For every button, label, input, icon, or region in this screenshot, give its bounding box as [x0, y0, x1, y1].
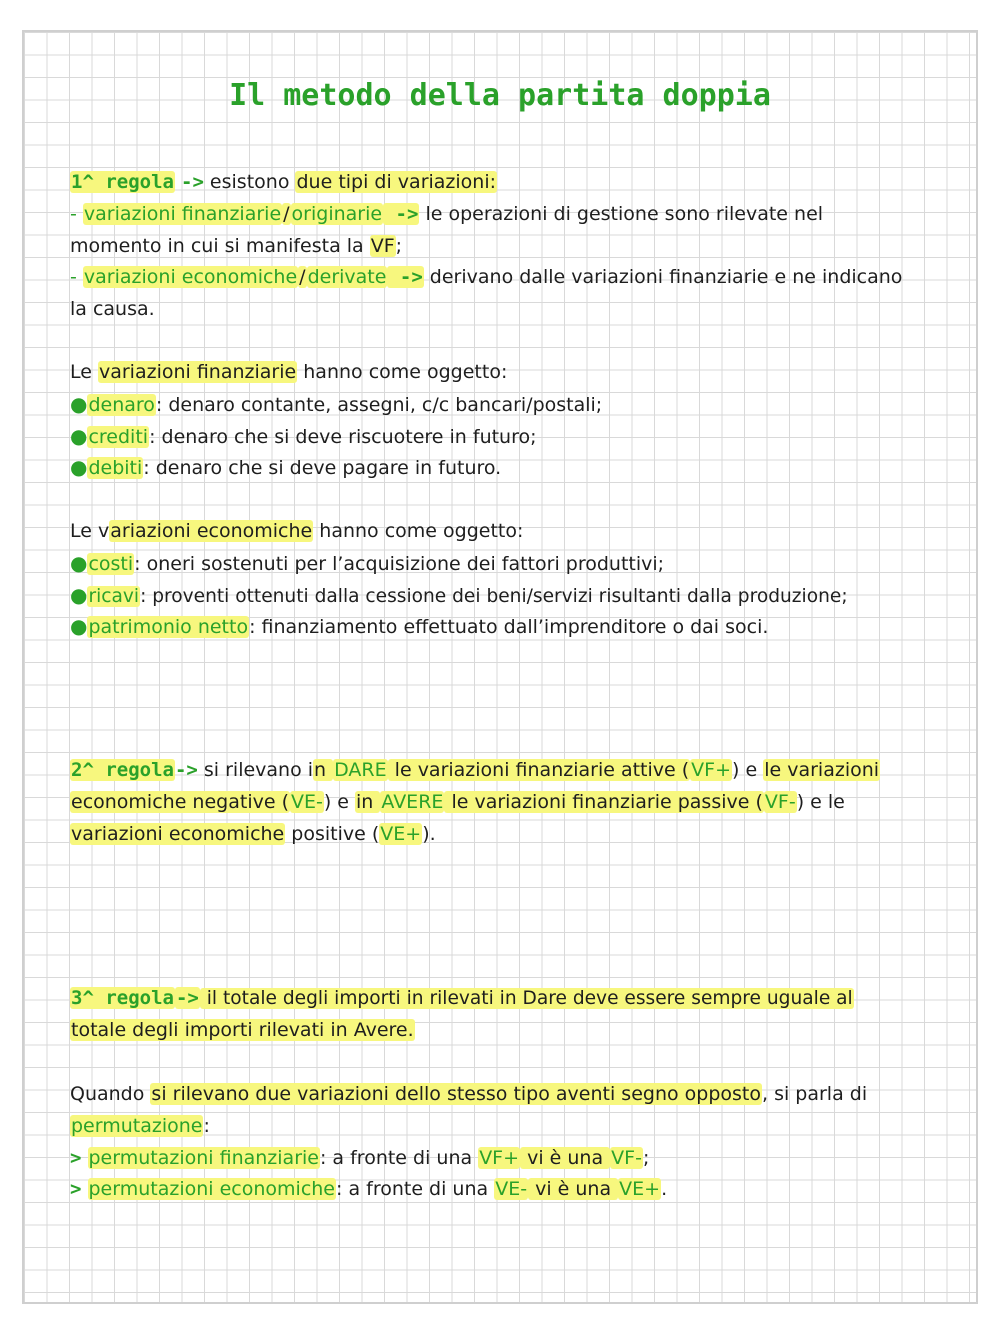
bullet-icon: ●	[70, 550, 88, 575]
term-variazioni-finanziarie: variazioni finanziarie	[83, 202, 282, 225]
page-title: Il metodo della partita doppia	[229, 78, 771, 113]
punctuation: ;	[395, 234, 403, 257]
rule-3-highlight: totale degli importi rilevati in Avere.	[71, 1018, 414, 1041]
list-item	[70, 1143, 955, 1175]
rule-2-text: positive (	[285, 822, 380, 845]
term-vf-plus: VF+	[691, 759, 732, 781]
term-vf-minus: VF-	[764, 790, 796, 813]
item-text: : denaro contante, assegni, c/c bancari/postali;	[155, 393, 603, 416]
bullet-icon: ●	[70, 614, 88, 639]
rule-2-text: ) e le	[796, 790, 845, 813]
item-text: : proventi ottenuti dalla cessione dei beni/servizi risultanti dalla produzione;	[140, 585, 848, 607]
item-highlight: vi è una	[521, 1146, 610, 1169]
list-item	[70, 611, 955, 643]
arrow: ->	[384, 202, 419, 225]
rule-3-line-2	[70, 1015, 955, 1047]
rule-1-item-finanziarie	[70, 199, 955, 231]
rule-2-section	[70, 755, 955, 850]
rule-1-heading	[70, 167, 955, 199]
item-text: le operazioni di gestione sono rilevate nel	[419, 202, 824, 225]
item-text: : a fronte di una	[319, 1146, 479, 1169]
term-ve-minus: VE-	[290, 790, 323, 813]
intro-text: hanno come oggetto:	[297, 361, 508, 383]
chevron-right-icon: >	[70, 1146, 82, 1169]
rule-2-highlight: n	[314, 759, 333, 781]
rule-2-text: ).	[422, 822, 436, 845]
bullet-icon: ●	[70, 391, 88, 416]
intro-text: hanno come oggetto:	[313, 520, 524, 542]
bullet-icon: ●	[70, 455, 88, 480]
bullet-icon: ●	[70, 423, 88, 448]
item-text: : denaro che si deve pagare in futuro.	[143, 457, 502, 480]
term: VE+	[619, 1178, 661, 1201]
intro-text: Le	[70, 361, 98, 383]
item-text: : denaro che si deve riscuotere in futuro;	[149, 425, 537, 448]
intro-text: Quando	[70, 1083, 151, 1105]
item-text: momento in cui si manifesta la	[70, 234, 370, 257]
rule-2-highlight: le variazioni finanziarie passive (	[445, 790, 763, 813]
economiche-intro	[70, 516, 955, 548]
rule-2-line-2	[70, 787, 955, 819]
term: VE-	[495, 1178, 528, 1201]
finanziarie-intro	[70, 357, 955, 389]
rule-3-line-1	[70, 983, 955, 1015]
term: ricavi	[88, 585, 140, 607]
list-item	[70, 421, 955, 453]
dash-marker: -	[70, 202, 83, 225]
rule-1-item-finanziarie-cont	[70, 231, 955, 263]
term-ve-plus: VE+	[380, 822, 422, 845]
list-item	[70, 548, 955, 580]
term-originarie: originarie	[291, 202, 383, 225]
list-item	[70, 452, 955, 484]
rule-2-text: si rilevano i	[197, 759, 314, 781]
rule-1-item-economiche-cont	[70, 294, 955, 326]
punctuation: :	[203, 1114, 210, 1137]
term: permutazioni economiche	[88, 1178, 335, 1201]
intro-highlight: si rilevano due variazioni dello stesso tipo aventi segno opposto	[151, 1083, 761, 1105]
item-highlight: vi è una	[529, 1178, 618, 1201]
rule-2-highlight: variazioni economiche	[71, 822, 285, 845]
term-derivate: derivate	[307, 266, 387, 289]
rule-3-section	[70, 983, 955, 1047]
dash-marker: -	[70, 266, 83, 289]
permutazione-intro	[70, 1079, 955, 1111]
rule-3-label: 3^ regola	[71, 987, 174, 1009]
list-item	[70, 1174, 955, 1206]
rule-3-highlight: il totale degli importi in rilevati in Dare deve essere sempre uguale al	[200, 988, 853, 1009]
term: costi	[88, 552, 134, 575]
bullet-icon: ●	[70, 582, 88, 607]
term-vf: VF	[370, 234, 395, 257]
item-text: derivano dalle variazioni finanziarie e ne indicano	[423, 266, 903, 289]
punctuation: .	[661, 1178, 668, 1201]
rule-1-section	[70, 167, 955, 326]
term-variazioni-economiche: variazioni economiche	[83, 266, 298, 289]
item-text: : oneri sostenuti per l’acquisizione dei fattori produttivi;	[134, 552, 665, 575]
rule-2-text: ) e	[732, 759, 764, 781]
intro-highlight: ariazioni economiche	[110, 520, 313, 542]
finanziarie-section	[70, 357, 955, 484]
item-text: la causa.	[70, 298, 155, 321]
punctuation: ;	[642, 1146, 650, 1169]
economiche-section	[70, 516, 955, 643]
term-avere: AVERE	[381, 790, 444, 813]
term: VF-	[611, 1146, 642, 1169]
term: crediti	[88, 425, 149, 448]
list-item	[70, 389, 955, 421]
intro-text: Le v	[70, 520, 110, 542]
arrow: ->	[388, 266, 423, 289]
rule-2-line-1	[70, 755, 955, 787]
permutazione-term-line	[70, 1111, 955, 1143]
rule-2-highlight: economiche negative (	[71, 790, 289, 813]
rule-2-highlight: le variazioni	[764, 759, 880, 781]
rule-1-label: 1^ regola	[71, 171, 174, 193]
chevron-right-icon: >	[70, 1178, 82, 1201]
slash: /	[283, 202, 290, 225]
term-permutazione: permutazione	[71, 1114, 203, 1137]
term: patrimonio netto	[88, 616, 249, 639]
rule-1-highlight: due tipi di variazioni:	[296, 171, 497, 193]
permutazione-section	[70, 1079, 955, 1206]
term: permutazioni finanziarie	[88, 1146, 319, 1169]
rule-1-item-economiche	[70, 262, 955, 294]
rule-2-arrow: ->	[174, 759, 198, 781]
rule-2-highlight: le variazioni finanziarie attive (	[388, 759, 690, 781]
item-text: : a fronte di una	[336, 1178, 495, 1201]
rule-2-label: 2^ regola	[71, 759, 174, 781]
rule-2-line-3	[70, 819, 955, 851]
rule-3-arrow: ->	[175, 987, 199, 1009]
slash: /	[299, 266, 306, 289]
term: debiti	[88, 457, 143, 480]
term-dare: DARE	[334, 759, 387, 781]
list-item	[70, 580, 955, 612]
item-text: : finanziamento effettuato dall’imprenditore o dai soci.	[249, 616, 769, 639]
intro-text: , si parla di	[762, 1083, 868, 1105]
rule-1-arrow: ->	[181, 171, 204, 193]
rule-1-text: esistono	[203, 171, 296, 193]
rule-2-text: ) e	[323, 790, 356, 813]
rule-2-highlight: in	[356, 790, 380, 813]
term: VF+	[479, 1146, 520, 1169]
term: denaro	[88, 393, 155, 416]
intro-highlight: variazioni finanziarie	[98, 361, 297, 383]
